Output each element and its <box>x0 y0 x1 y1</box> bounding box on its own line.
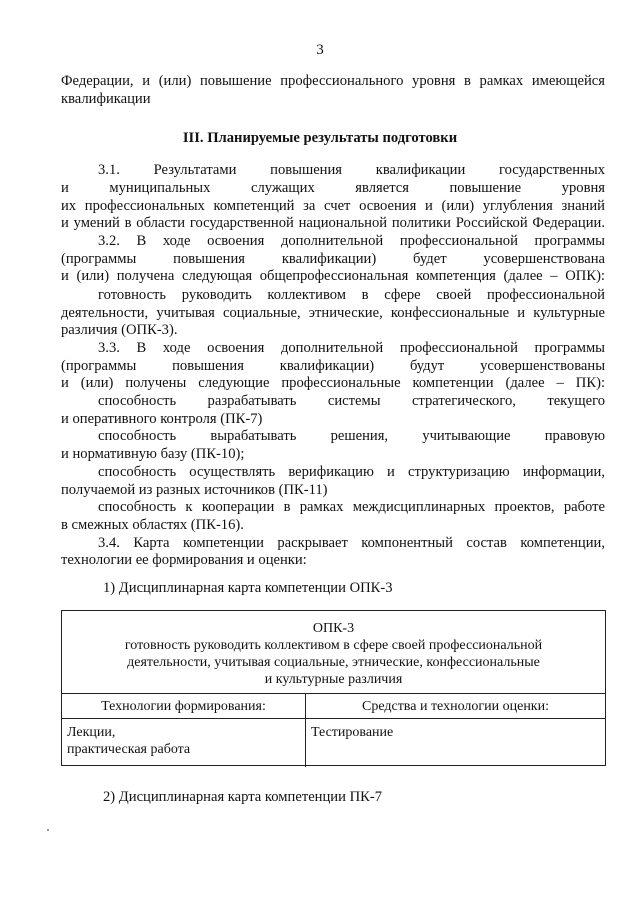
body-line: и умений в области государственной национальной политики Российской Федерации. <box>61 215 605 231</box>
body-line: (программы повышения квалификации) будут усовершенствованы <box>61 358 605 374</box>
competence-table <box>61 610 606 766</box>
competence-code: ОПК-3 <box>312 621 355 636</box>
column-header-formation: Технологии формирования: <box>62 693 305 719</box>
body-line: получаемой из разных источников (ПК-11) <box>61 482 328 498</box>
body-line: способность разрабатывать системы стратегического, текущего <box>98 393 605 409</box>
body-line: и нормативную базу (ПК-10); <box>61 446 245 462</box>
cell-assessment: Тестирование <box>311 725 394 740</box>
body-line: (программы повышения квалификации) будет усовершенствована <box>61 251 605 267</box>
body-line: технологии ее формирования и оценки: <box>61 552 307 568</box>
map1-title: 1) Дисциплинарная карта компетенции ОПК-3 <box>103 580 393 596</box>
table-column-assessment <box>306 693 605 767</box>
body-line: 3.3. В ходе освоения дополнительной профессиональной программы <box>98 340 605 356</box>
cell-formation <box>62 719 305 758</box>
body-line: и (или) получена следующая общепрофессиональная компетенция (далее – ОПК): <box>61 268 605 284</box>
body-line: и оперативного контроля (ПК-7) <box>61 411 263 427</box>
body-line: и муниципальных служащих является повышение уровня <box>61 180 605 196</box>
table-header <box>62 611 605 694</box>
body-line: и (или) получены следующие профессиональные компетенции (далее – ПК): <box>61 375 605 391</box>
scan-speck <box>47 829 49 831</box>
cell-formation-line: Лекции, <box>67 725 116 740</box>
page-number: 3 <box>316 42 324 58</box>
map2-title: 2) Дисциплинарная карта компетенции ПК-7 <box>103 789 382 805</box>
cell-formation-line: практическая работа <box>67 742 191 757</box>
body-line: способность осуществлять верификацию и структуризацию информации, <box>98 464 605 480</box>
intro-line-1: Федерации, и (или) повышение профессионального уровня в рамках имеющейся <box>61 73 605 89</box>
body-line: способность вырабатывать решения, учитывающие правовую <box>98 428 605 444</box>
section-title: III. Планируемые результаты подготовки <box>182 130 458 146</box>
intro-line-2: квалификации <box>61 91 151 107</box>
body-line: готовность руководить коллективом в сфере своей профессиональной <box>98 287 605 303</box>
table-column-formation <box>62 693 306 767</box>
body-line: 3.1. Результатами повышения квалификации государственных <box>98 162 605 178</box>
competence-description-line: и культурные различия <box>264 672 403 687</box>
body-line: деятельности, учитывая социальные, этнические, конфессиональные и культурные <box>61 305 605 321</box>
body-line: в смежных областях (ПК-16). <box>61 517 244 533</box>
body-line: различия (ОПК-3). <box>61 322 178 338</box>
body-line: 3.4. Карта компетенции раскрывает компонентный состав компетенции, <box>98 535 605 551</box>
body-line: 3.2. В ходе освоения дополнительной профессиональной программы <box>98 233 605 249</box>
competence-description-line: готовность руководить коллективом в сфере своей профессиональной <box>124 638 543 653</box>
body-line: их профессиональных компетенций за счет освоения и (или) углубления знаний <box>61 198 605 214</box>
column-header-assessment: Средства и технологии оценки: <box>306 693 605 719</box>
competence-description-line: деятельности, учитывая социальные, этнические, конфессиональные <box>127 655 540 670</box>
body-line: способность к кооперации в рамках междисциплинарных проектов, работе <box>98 499 605 515</box>
